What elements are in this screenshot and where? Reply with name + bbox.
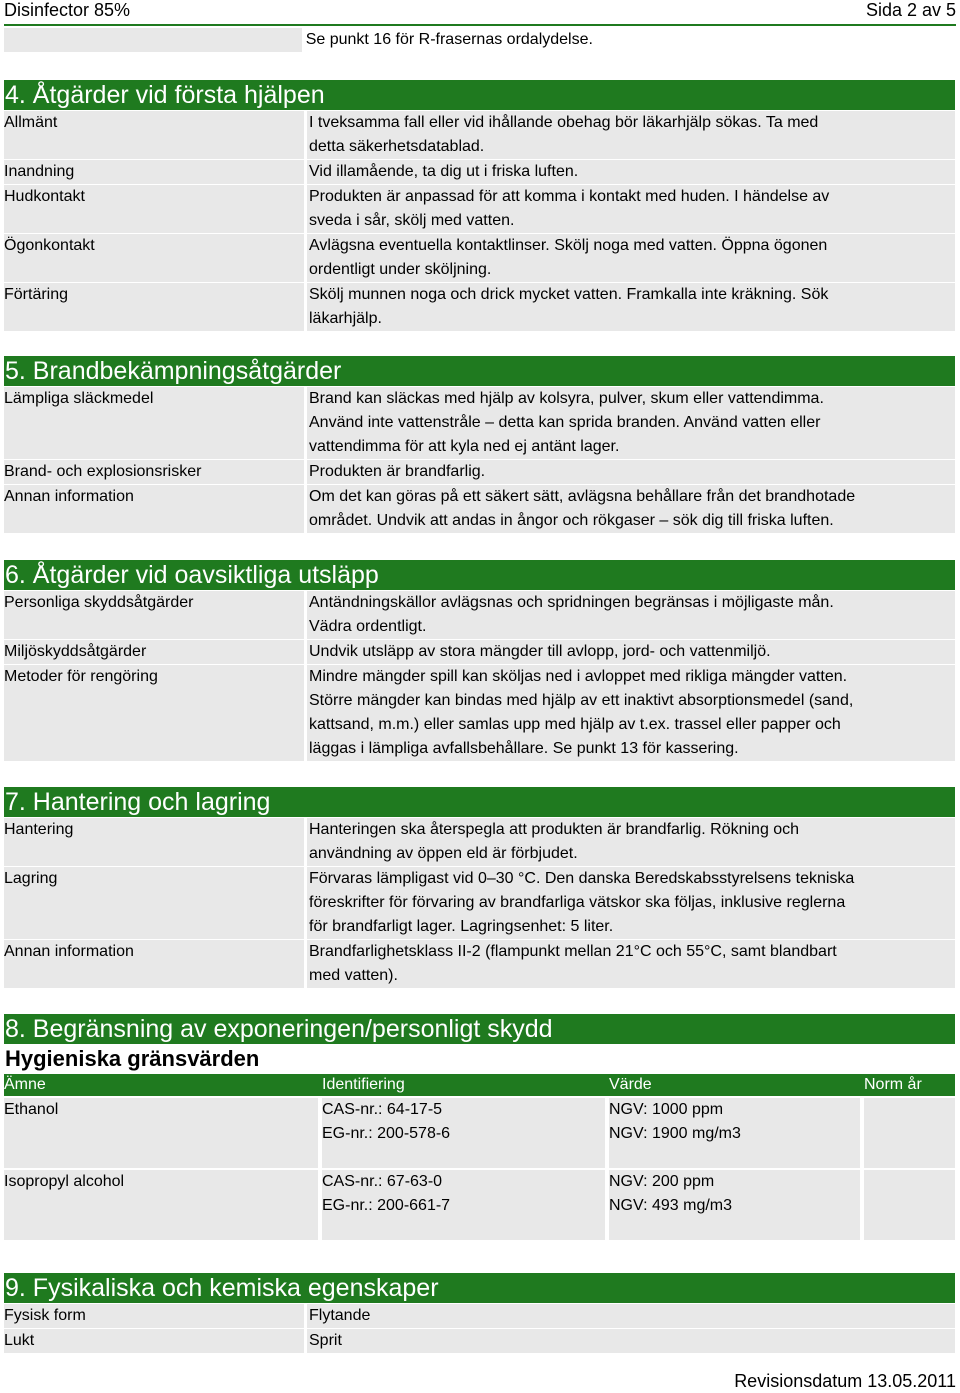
value-line: området. Undvik att andas in ångor och rökgaser – sök dig till friska luften. xyxy=(309,512,834,529)
table-row xyxy=(4,160,955,184)
value-line: läggas i lämpliga avfallsbehållare. Se punkt 13 för kassering. xyxy=(309,740,739,757)
cell-value xyxy=(609,1098,860,1168)
revision-date: Revisionsdatum 13.05.2011 xyxy=(734,1371,956,1391)
column-header-identification: Identifiering xyxy=(322,1076,405,1093)
value-line: NGV: 1000 ppm xyxy=(609,1101,724,1118)
value-line: föreskrifter för förvaring av brandfarliga vätskor ska följas, inklusive reglerna xyxy=(309,894,846,911)
table-row xyxy=(4,1304,955,1328)
page-number: Sida 2 av 5 xyxy=(865,0,956,20)
row-label: Hantering xyxy=(4,818,304,866)
section-exposure-controls xyxy=(4,1014,955,1240)
table-header xyxy=(4,1074,955,1096)
value-line: Hanteringen ska återspegla att produkten är brandfarlig. Rökning och xyxy=(309,821,800,838)
value-line: sveda i sår, skölj med vatten. xyxy=(309,212,515,229)
section-first-aid xyxy=(4,80,955,331)
table-row xyxy=(4,1098,955,1168)
table-row xyxy=(4,283,955,331)
value-line: Större mängder kan bindas med hjälp av ett inaktivt absorptionsmedel (sand, xyxy=(309,692,854,709)
section-accidental-release xyxy=(4,560,955,761)
row-label: Personliga skyddsåtgärder xyxy=(4,591,304,639)
value-line: Vädra ordentligt. xyxy=(309,618,427,635)
intro-row xyxy=(4,28,955,52)
section-title: 9. Fysikaliska och kemiska egenskaper xyxy=(4,1273,955,1303)
table-row xyxy=(4,485,955,533)
row-value xyxy=(307,283,955,331)
value-line: Vid illamående, ta dig ut i friska luften. xyxy=(309,163,579,180)
row-label: Lagring xyxy=(4,867,304,939)
row-value xyxy=(307,387,955,459)
value-line: vattendimma för att kyla ned ej antänt lager. xyxy=(309,438,620,455)
section-title: 5. Brandbekämpningsåtgärder xyxy=(4,356,955,386)
table-row xyxy=(4,387,955,459)
table-row xyxy=(4,818,955,866)
row-label: Miljöskyddsåtgärder xyxy=(4,640,304,664)
row-value xyxy=(307,665,955,761)
row-value xyxy=(307,160,955,184)
identification-line: CAS-nr.: 64-17-5 xyxy=(322,1101,443,1118)
section-title: 8. Begränsning av exponeringen/personligt skydd xyxy=(4,1014,955,1044)
value-line: detta säkerhetsdatablad. xyxy=(309,138,485,155)
substance-name: Ethanol xyxy=(4,1101,59,1118)
row-value xyxy=(307,460,955,484)
value-line: NGV: 493 mg/m3 xyxy=(609,1197,733,1214)
row-label: Förtäring xyxy=(4,283,304,331)
subheading-limit-values: Hygieniska gränsvärden xyxy=(5,1046,260,1071)
value-line: Brand kan släckas med hjälp av kolsyra, pulver, skum eller vattendimma. xyxy=(309,390,824,407)
section-firefighting xyxy=(4,356,955,533)
value-line: I tveksamma fall eller vid ihållande obehag bör läkarhjälp sökas. Ta med xyxy=(309,114,819,131)
cell-substance xyxy=(4,1170,318,1240)
value-line: ordentligt under sköljning. xyxy=(309,261,492,278)
value-line: Om det kan göras på ett säkert sätt, avlägsna behållare från det brandhotade xyxy=(309,488,856,505)
value-line: med vatten). xyxy=(309,967,398,984)
section-title: 6. Åtgärder vid oavsiktliga utsläpp xyxy=(4,560,955,590)
value-line: NGV: 200 ppm xyxy=(609,1173,715,1190)
cell-norm-year xyxy=(864,1170,955,1240)
cell-norm-year xyxy=(864,1098,955,1168)
value-line: Skölj munnen noga och drick mycket vatten. Framkalla inte kräkning. Sök xyxy=(309,286,829,303)
row-label: Metoder för rengöring xyxy=(4,665,304,761)
section-physical-properties xyxy=(4,1273,955,1353)
value-line: NGV: 1900 mg/m3 xyxy=(609,1125,741,1142)
row-label: Annan information xyxy=(4,485,304,533)
value-line: användning av öppen eld är förbjudet. xyxy=(309,845,578,862)
row-label: Hudkontakt xyxy=(4,185,304,233)
cell-identification xyxy=(322,1170,605,1240)
row-value xyxy=(307,111,955,159)
row-value xyxy=(307,1304,955,1328)
section-title: 7. Hantering och lagring xyxy=(4,787,955,817)
identification-line: CAS-nr.: 67-63-0 xyxy=(322,1173,443,1190)
column-header-substance: Ämne xyxy=(4,1076,46,1093)
row-value xyxy=(307,867,955,939)
value-line: Förvaras lämpligast vid 0–30 °C. Den danska Beredskabsstyrelsens tekniska xyxy=(309,870,855,887)
value-line: Brandfarlighetsklass II-2 (flampunkt mellan 21°C och 55°C, samt blandbart xyxy=(309,943,837,960)
row-label: Ögonkontakt xyxy=(4,234,304,282)
row-label: Lämpliga släckmedel xyxy=(4,387,304,459)
table-row xyxy=(4,185,955,233)
row-value xyxy=(307,818,955,866)
value-line: Använd inte vattenstråle – detta kan sprida branden. Använd vatten eller xyxy=(309,414,821,431)
row-label: Inandning xyxy=(4,160,304,184)
value-line: Flytande xyxy=(309,1307,371,1324)
table-row xyxy=(4,640,955,664)
row-label: Allmänt xyxy=(4,111,304,159)
row-value xyxy=(307,940,955,988)
value-line: Undvik utsläpp av stora mängder till avlopp, jord- och vattenmiljö. xyxy=(309,643,771,660)
row-value xyxy=(307,640,955,664)
row-value xyxy=(307,485,955,533)
table-row xyxy=(4,111,955,159)
value-line: läkarhjälp. xyxy=(309,310,382,327)
table-row xyxy=(4,867,955,939)
substance-name: Isopropyl alcohol xyxy=(4,1173,125,1190)
row-label: Annan information xyxy=(4,940,304,988)
cell-substance xyxy=(4,1098,318,1168)
table-row xyxy=(4,1329,955,1353)
row-label: Brand- och explosionsrisker xyxy=(4,460,304,484)
value-line: kattsand, m.m.) eller samlas upp med hjälp av t.ex. trassel eller papper och xyxy=(309,716,841,733)
row-label: Fysisk form xyxy=(4,1304,304,1328)
value-line: Produkten är anpassad för att komma i kontakt med huden. I händelse av xyxy=(309,188,830,205)
row-value xyxy=(307,185,955,233)
table-row xyxy=(4,234,955,282)
column-header-value: Värde xyxy=(609,1076,652,1093)
table-row xyxy=(4,665,955,761)
table-row xyxy=(4,591,955,639)
table-row xyxy=(4,1170,955,1240)
value-line: Produkten är brandfarlig. xyxy=(309,463,486,480)
table-row xyxy=(4,460,955,484)
row-value xyxy=(307,1329,955,1353)
section-title: 4. Åtgärder vid första hjälpen xyxy=(4,80,955,110)
table-row xyxy=(4,940,955,988)
value-line: Avlägsna eventuella kontaktlinser. Skölj noga med vatten. Öppna ögonen xyxy=(309,237,828,254)
cell-value xyxy=(609,1170,860,1240)
value-line: för brandfarligt lager. Lagringsenhet: 5 liter. xyxy=(309,918,614,935)
value-line: Mindre mängder spill kan sköljas ned i avloppet med rikliga mängder vatten. xyxy=(309,668,848,685)
column-header-norm-year: Norm år xyxy=(864,1076,922,1093)
identification-line: EG-nr.: 200-578-6 xyxy=(322,1125,451,1142)
value-line: Sprit xyxy=(309,1332,342,1349)
row-value xyxy=(307,234,955,282)
intro-text: Se punkt 16 för R-frasernas ordalydelse. xyxy=(305,31,593,48)
page-header xyxy=(4,0,956,26)
product-name: Disinfector 85% xyxy=(4,0,131,20)
value-line: Antändningskällor avlägsnas och spridningen begränsas i möjligaste mån. xyxy=(309,594,834,611)
section-handling-storage xyxy=(4,787,955,988)
identification-line: EG-nr.: 200-661-7 xyxy=(322,1197,451,1214)
row-label: Lukt xyxy=(4,1329,304,1353)
cell-identification xyxy=(322,1098,605,1168)
intro-label-cell xyxy=(4,28,302,52)
row-value xyxy=(307,591,955,639)
